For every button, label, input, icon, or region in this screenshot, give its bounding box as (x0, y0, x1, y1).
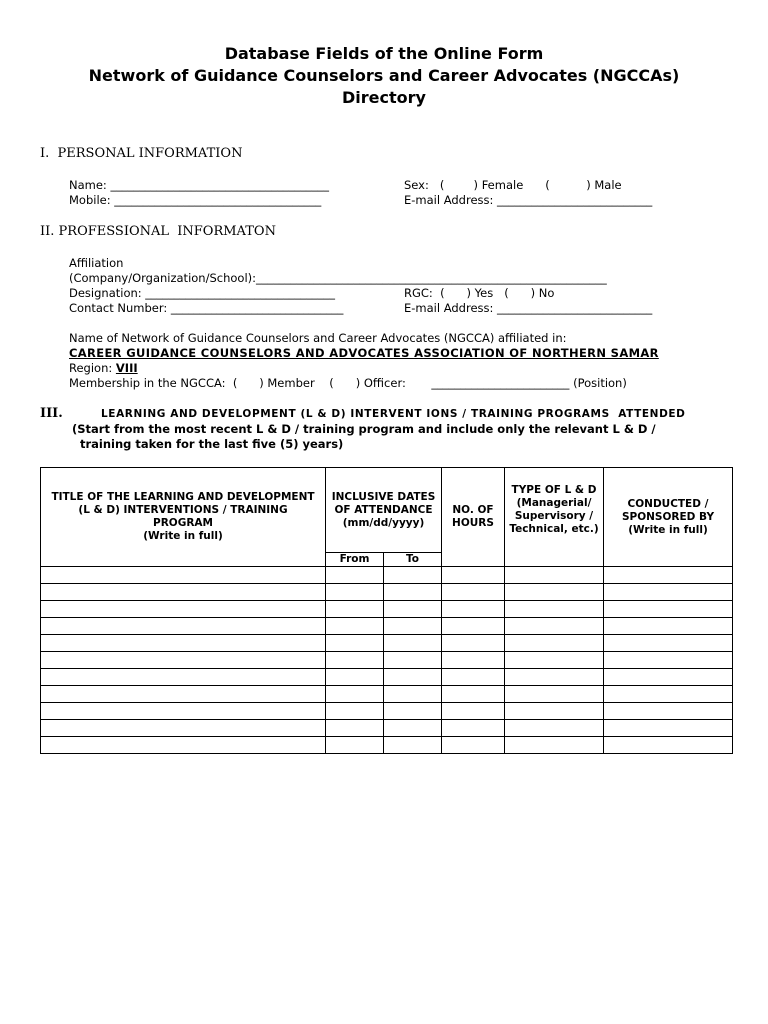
type-cell[interactable] (505, 720, 604, 737)
conducted-cell[interactable] (604, 669, 733, 686)
to-cell[interactable] (384, 652, 442, 669)
designation-field: Designation: _________________________________ (69, 286, 336, 300)
header-title-note: (Write in full) (143, 530, 223, 542)
header-title: TITLE OF THE LEARNING AND DEVELOPMENT (L & D) INTERVENTIONS / TRAINING PROGRAM (51, 491, 315, 529)
conducted-cell[interactable] (604, 584, 733, 601)
header-title-cell (41, 468, 326, 567)
hours-cell[interactable] (442, 720, 505, 737)
type-cell[interactable] (505, 618, 604, 635)
region-field (69, 361, 138, 375)
hours-cell[interactable] (442, 652, 505, 669)
learning-instruction-1: (Start from the most recent L & D / training program and include only the relevant L & D / (72, 422, 656, 436)
from-cell[interactable] (326, 635, 384, 652)
header-dates: INCLUSIVE DATES OF ATTENDANCE (mm/dd/yyyy) (326, 468, 442, 553)
table-row (41, 703, 733, 720)
header-conducted: CONDUCTED / SPONSORED BY (621, 497, 715, 523)
name-field: Name: ______________________________________ (69, 178, 329, 192)
to-cell[interactable] (384, 720, 442, 737)
title-cell[interactable] (41, 686, 326, 703)
table-row (41, 652, 733, 669)
form-title: Database Fields of the Online Form (224, 44, 544, 63)
from-cell[interactable] (326, 652, 384, 669)
table-row (41, 635, 733, 652)
conducted-cell[interactable] (604, 652, 733, 669)
hours-cell[interactable] (442, 601, 505, 618)
title-cell[interactable] (41, 720, 326, 737)
email-field: E-mail Address: ___________________________ (404, 193, 653, 207)
hours-cell[interactable] (442, 669, 505, 686)
to-cell[interactable] (384, 635, 442, 652)
learning-heading: LEARNING AND DEVELOPMENT (L & D) INTERVENT IONS / TRAINING PROGRAMS ATTENDED (101, 408, 686, 420)
hours-cell[interactable] (442, 635, 505, 652)
network-label: Name of Network of Guidance Counselors and Career Advocates (NGCCA) affiliated in: (69, 331, 567, 345)
type-cell[interactable] (505, 652, 604, 669)
table-row (41, 584, 733, 601)
region-value: VIII (115, 361, 138, 375)
hours-cell[interactable] (442, 618, 505, 635)
mobile-field: Mobile: ____________________________________ (69, 193, 322, 207)
title-cell[interactable] (41, 635, 326, 652)
from-cell[interactable] (326, 584, 384, 601)
sex-field: Sex: ( ) Female ( ) Male (404, 178, 622, 192)
conducted-cell[interactable] (604, 567, 733, 584)
title-cell[interactable] (41, 618, 326, 635)
title-cell[interactable] (41, 601, 326, 618)
table-row (41, 618, 733, 635)
to-cell[interactable] (384, 703, 442, 720)
title-cell[interactable] (41, 737, 326, 754)
to-cell[interactable] (384, 567, 442, 584)
from-cell[interactable] (326, 567, 384, 584)
form-subtitle-directory: Directory (342, 88, 426, 107)
learning-instruction-2: training taken for the last five (5) years) (80, 437, 344, 451)
affiliation-label: Affiliation (69, 256, 124, 270)
type-cell[interactable] (505, 703, 604, 720)
title-cell[interactable] (41, 567, 326, 584)
type-cell[interactable] (505, 737, 604, 754)
type-cell[interactable] (505, 635, 604, 652)
to-cell[interactable] (384, 601, 442, 618)
header-type: TYPE OF L & D (Managerial/ Supervisory / Technical, etc.) (505, 468, 604, 567)
conducted-cell[interactable] (604, 618, 733, 635)
professional-info-heading: II. PROFESSIONAL INFORMATON (40, 224, 276, 239)
professional-email-field: E-mail Address: ___________________________ (404, 301, 653, 315)
hours-cell[interactable] (442, 737, 505, 754)
table-row (41, 686, 733, 703)
title-cell[interactable] (41, 584, 326, 601)
network-value: CAREER GUIDANCE COUNSELORS AND ADVOCATES ASSOCIATION OF NORTHERN SAMAR (69, 346, 659, 360)
conducted-cell[interactable] (604, 686, 733, 703)
personal-info-heading: I. PERSONAL INFORMATION (40, 146, 243, 161)
hours-cell[interactable] (442, 686, 505, 703)
from-cell[interactable] (326, 720, 384, 737)
header-conducted-note: (Write in full) (628, 523, 708, 536)
membership-field: Membership in the NGCCA: ( ) Member ( ) Officer: ________________________ (Position) (69, 376, 627, 390)
header-to: To (384, 553, 442, 567)
title-cell[interactable] (41, 703, 326, 720)
title-cell[interactable] (41, 652, 326, 669)
to-cell[interactable] (384, 618, 442, 635)
contact-number-field: Contact Number: ______________________________ (69, 301, 344, 315)
company-field: (Company/Organization/School):_____________________________________________________________ (69, 271, 607, 285)
type-cell[interactable] (505, 669, 604, 686)
region-label: Region: (69, 361, 116, 375)
type-cell[interactable] (505, 601, 604, 618)
from-cell[interactable] (326, 737, 384, 754)
to-cell[interactable] (384, 584, 442, 601)
table-row (41, 720, 733, 737)
rgc-field: RGC: ( ) Yes ( ) No (404, 286, 555, 300)
header-from: From (326, 553, 384, 567)
to-cell[interactable] (384, 669, 442, 686)
conducted-cell[interactable] (604, 720, 733, 737)
hours-cell[interactable] (442, 584, 505, 601)
from-cell[interactable] (326, 618, 384, 635)
conducted-cell[interactable] (604, 601, 733, 618)
table-row (41, 737, 733, 754)
table-row (41, 567, 733, 584)
from-cell[interactable] (326, 601, 384, 618)
ld-table (40, 467, 733, 754)
header-hours: NO. OF HOURS (442, 468, 505, 567)
type-cell[interactable] (505, 686, 604, 703)
form-subtitle: Network of Guidance Counselors and Career Advocates (NGCCAs) (88, 66, 680, 85)
learning-numeral: III. (40, 406, 63, 421)
table-row (41, 669, 733, 686)
table-row (41, 601, 733, 618)
to-cell[interactable] (384, 686, 442, 703)
to-cell[interactable] (384, 737, 442, 754)
hours-cell[interactable] (442, 567, 505, 584)
from-cell[interactable] (326, 669, 384, 686)
type-cell[interactable] (505, 567, 604, 584)
title-cell[interactable] (41, 669, 326, 686)
conducted-cell[interactable] (604, 635, 733, 652)
hours-cell[interactable] (442, 703, 505, 720)
header-conducted-cell (604, 468, 733, 567)
type-cell[interactable] (505, 584, 604, 601)
conducted-cell[interactable] (604, 737, 733, 754)
from-cell[interactable] (326, 686, 384, 703)
conducted-cell[interactable] (604, 703, 733, 720)
from-cell[interactable] (326, 703, 384, 720)
